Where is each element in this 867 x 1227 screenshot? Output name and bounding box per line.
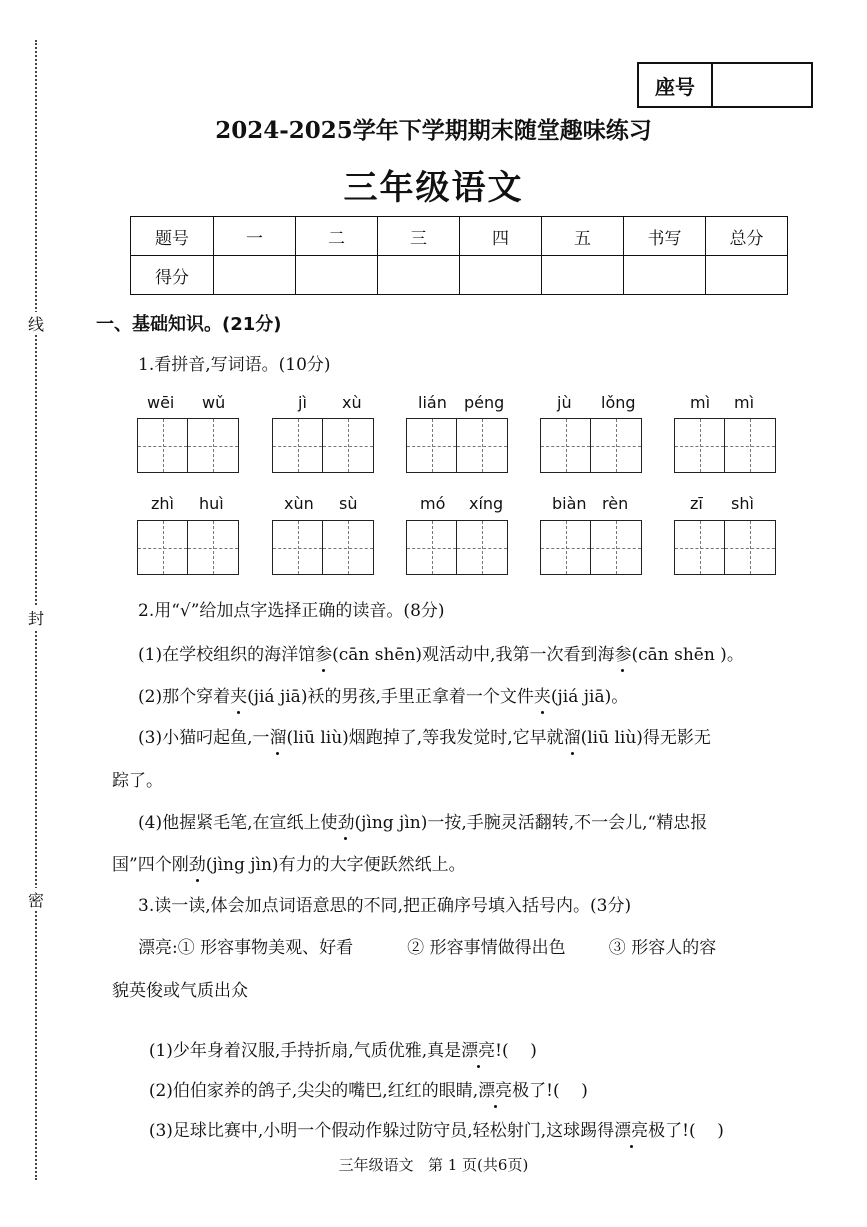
question-3-sentence-2 [138,1056,588,1101]
dotted-char: 夹 [534,682,551,707]
score-header-cell: 一 [214,217,296,256]
text: (jiá jiā)。 [550,687,629,707]
margin-char-line: 线 [26,312,46,335]
subject-title: 三年级语文 [343,168,524,208]
text: (1)少年身着汉服,手持折扇,气质优雅,真是 [148,1041,462,1061]
text: (4)他握紧毛笔,在宣纸上使 [138,813,338,833]
score-header-cell: 书写 [624,217,706,256]
question-2-sentence-3-cont: 踪了。 [112,771,163,791]
question-2-sentence-4-cont [112,850,466,875]
score-header-cell: 四 [460,217,542,256]
text: (3)足球比赛中,小明一个假动作躲过防守员,轻松射门,这球踢得 [148,1121,615,1141]
seat-value-field[interactable] [713,64,811,106]
pinyin: jì [298,393,307,412]
writing-grid[interactable] [406,418,508,473]
pinyin: zī [690,494,703,513]
writing-grid[interactable] [540,520,642,575]
answer-parens[interactable]: 极了!( ) [512,1081,588,1101]
text: (cān shēn )。 [631,645,744,665]
dotted-word: 漂亮 [478,1076,512,1101]
pinyin: xù [342,393,362,412]
question-3-sentence-1 [138,1016,537,1061]
score-cell[interactable] [542,256,624,295]
score-header-cell: 总分 [706,217,788,256]
writing-grid[interactable] [674,418,776,473]
score-cell[interactable] [296,256,378,295]
text: (cān shēn)观活动中,我第一次看到海 [332,645,615,665]
pinyin: rèn [602,494,629,513]
score-cell[interactable] [214,256,296,295]
text: (2)那个穿着 [138,687,231,707]
pinyin: biàn [552,494,587,513]
pinyin: sù [339,494,358,513]
text: (liū liù)烟跑掉了,等我发觉时,它早就 [286,728,564,748]
dotted-char: 参 [315,640,332,665]
text: (1)在学校组织的海洋馆 [138,645,316,665]
writing-grid[interactable] [540,418,642,473]
seat-number-box [637,62,813,108]
question-2-sentence-1 [138,640,744,665]
seat-label: 座号 [639,64,713,106]
pinyin: lǒng [601,393,636,412]
text: (2)伯伯家养的鸽子,尖尖的嘴巴,红红的眼睛, [148,1081,479,1101]
score-header-cell: 题号 [131,217,214,256]
writing-grid[interactable] [137,520,239,575]
pinyin: mì [734,393,755,412]
score-cell[interactable] [624,256,706,295]
writing-grid[interactable] [272,418,374,473]
question-2-sentence-2 [138,682,628,707]
dotted-char: 劲 [337,808,354,833]
text: 国”四个刚 [112,855,189,875]
dotted-char: 劲 [189,850,206,875]
writing-grid[interactable] [674,520,776,575]
pinyin: xùn [284,494,314,513]
question-3-prompt: 3.读一读,体会加点词语意思的不同,把正确序号填入括号内。(3分) [138,896,632,916]
score-table [130,216,788,295]
question-2-sentence-4 [138,808,707,833]
score-header-cell: 五 [542,217,624,256]
definition-line-1: 漂亮:① 形容事物美观、好看 ② 形容事情做得出色 ③ 形容人的容 [138,938,717,958]
text: (jiá jiā)袄的男孩,手里正拿着一个文件 [247,687,534,707]
dotted-word: 漂亮 [614,1116,648,1141]
pinyin: wēi [147,393,175,412]
question-1-prompt: 1.看拼音,写词语。(10分) [138,355,331,375]
text: (3)小猫叼起鱼,一 [138,728,270,748]
section-heading: 一、基础知识。(21分) [96,314,282,335]
page-footer: 三年级语文 第 1 页(共6页) [338,1156,529,1174]
score-table-header-row [131,217,788,256]
text: (liū liù)得无影无 [580,728,711,748]
pinyin: shì [731,494,754,513]
text: (jìng jìn)一按,手腕灵活翻转,不一会儿,“精忠报 [354,813,708,833]
pinyin: wǔ [202,393,226,412]
question-3-sentence-3 [138,1096,724,1141]
score-cell[interactable] [378,256,460,295]
margin-char-secret: 密 [26,888,46,911]
margin-char-seal: 封 [26,606,46,629]
question-2-prompt: 2.用“√”给加点字选择正确的读音。(8分) [138,601,445,621]
pinyin: péng [464,393,505,412]
pinyin: jù [557,393,572,412]
pinyin: huì [199,494,224,513]
score-cell[interactable] [706,256,788,295]
dotted-word: 漂亮 [461,1036,495,1061]
answer-parens[interactable]: !( ) [495,1041,537,1061]
exam-title: 2024-2025学年下学期期末随堂趣味练习 [215,117,652,144]
score-row-label: 得分 [131,256,214,295]
writing-grid[interactable] [272,520,374,575]
dotted-char: 溜 [269,723,286,748]
text: (jìng jìn)有力的大字便跃然纸上。 [205,855,466,875]
pinyin: mì [690,393,711,412]
score-cell[interactable] [460,256,542,295]
dotted-char: 参 [614,640,631,665]
score-table-score-row [131,256,788,295]
score-header-cell: 三 [378,217,460,256]
writing-grid[interactable] [137,418,239,473]
dotted-char: 溜 [564,723,581,748]
writing-grid[interactable] [406,520,508,575]
pinyin: lián [418,393,447,412]
score-header-cell: 二 [296,217,378,256]
pinyin: zhì [151,494,174,513]
pinyin: xíng [469,494,504,513]
pinyin: mó [420,494,446,513]
dotted-char: 夹 [230,682,247,707]
question-2-sentence-3 [138,723,711,748]
answer-parens[interactable]: 极了!( ) [648,1121,724,1141]
definition-line-2: 貌英俊或气质出众 [112,981,248,1001]
